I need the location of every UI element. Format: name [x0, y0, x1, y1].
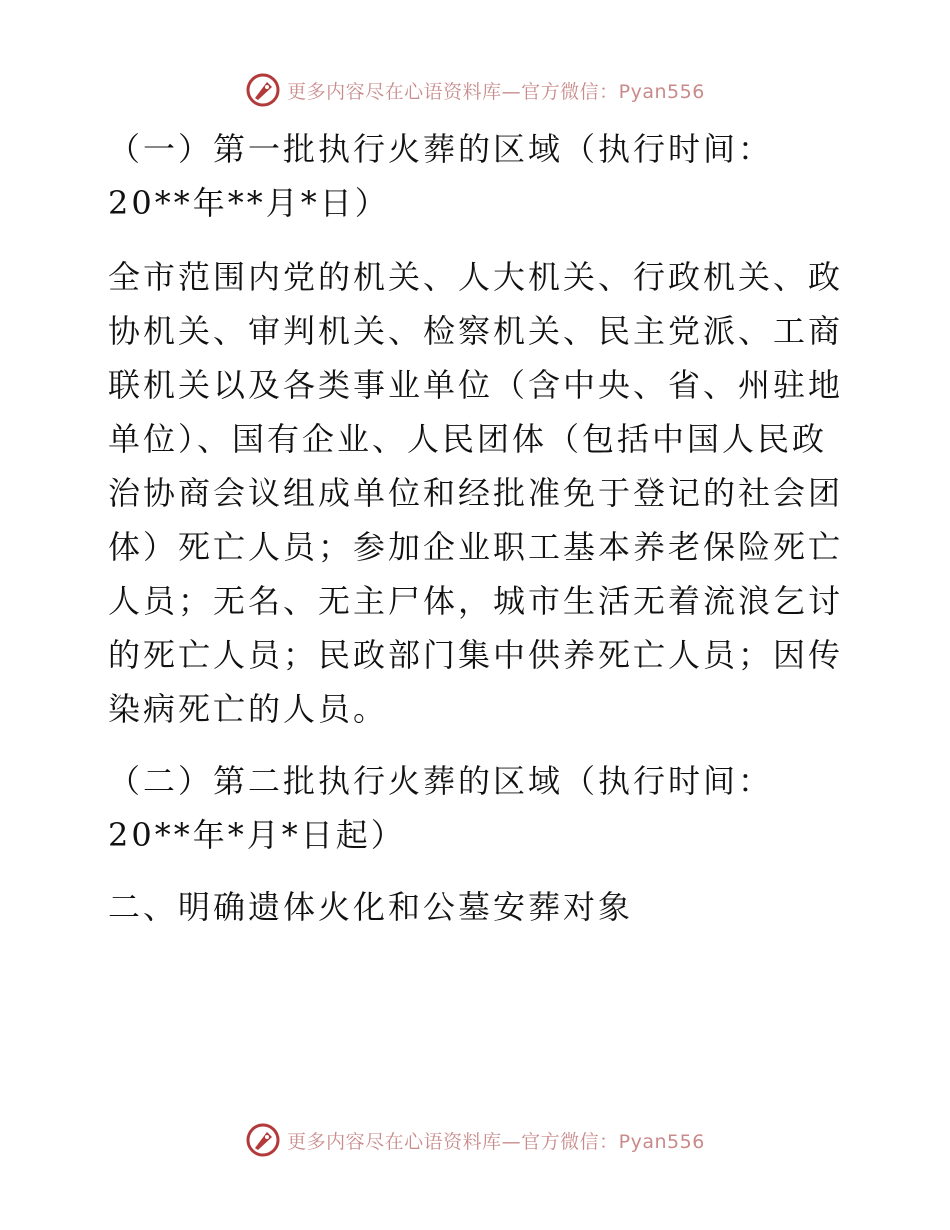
- watermark-text: 更多内容尽在心语资料库—官方微信：Pyan556: [287, 80, 705, 103]
- pen-nib-logo-icon: [245, 1122, 281, 1158]
- section-heading-batch-two: （二）第二批执行火葬的区域（执行时间：20**年*月*日起）: [108, 762, 774, 854]
- body-paragraph: 全市范围内党的机关、人大机关、行政机关、政协机关、审判机关、检察机关、民主党派、工商联机关以及各类事业单位（含中央、省、州驻地单位）、国有企业、人民团体（包括中国人民政治协商会议组成单位和经批准免于登记的社会团体）死亡人员；参加企业职工基本养老保险死亡人员；无名、无主尸体，城市生活无着流浪乞讨的死亡人员；民政部门集中供养死亡人员；因传染病死亡的人员。: [108, 258, 844, 728]
- section-heading-batch-one: （一）第一批执行火葬的区域（执行时间：20**年**月*日）: [108, 130, 774, 222]
- document-body: [96, 122, 856, 934]
- section-heading-two: 二、明确遗体火化和公墓安葬对象: [108, 888, 634, 926]
- footer-watermark: [0, 1120, 950, 1160]
- header-watermark: [0, 70, 950, 110]
- watermark-text: 更多内容尽在心语资料库—官方微信：Pyan556: [287, 1130, 705, 1153]
- pen-nib-logo-icon: [245, 72, 281, 108]
